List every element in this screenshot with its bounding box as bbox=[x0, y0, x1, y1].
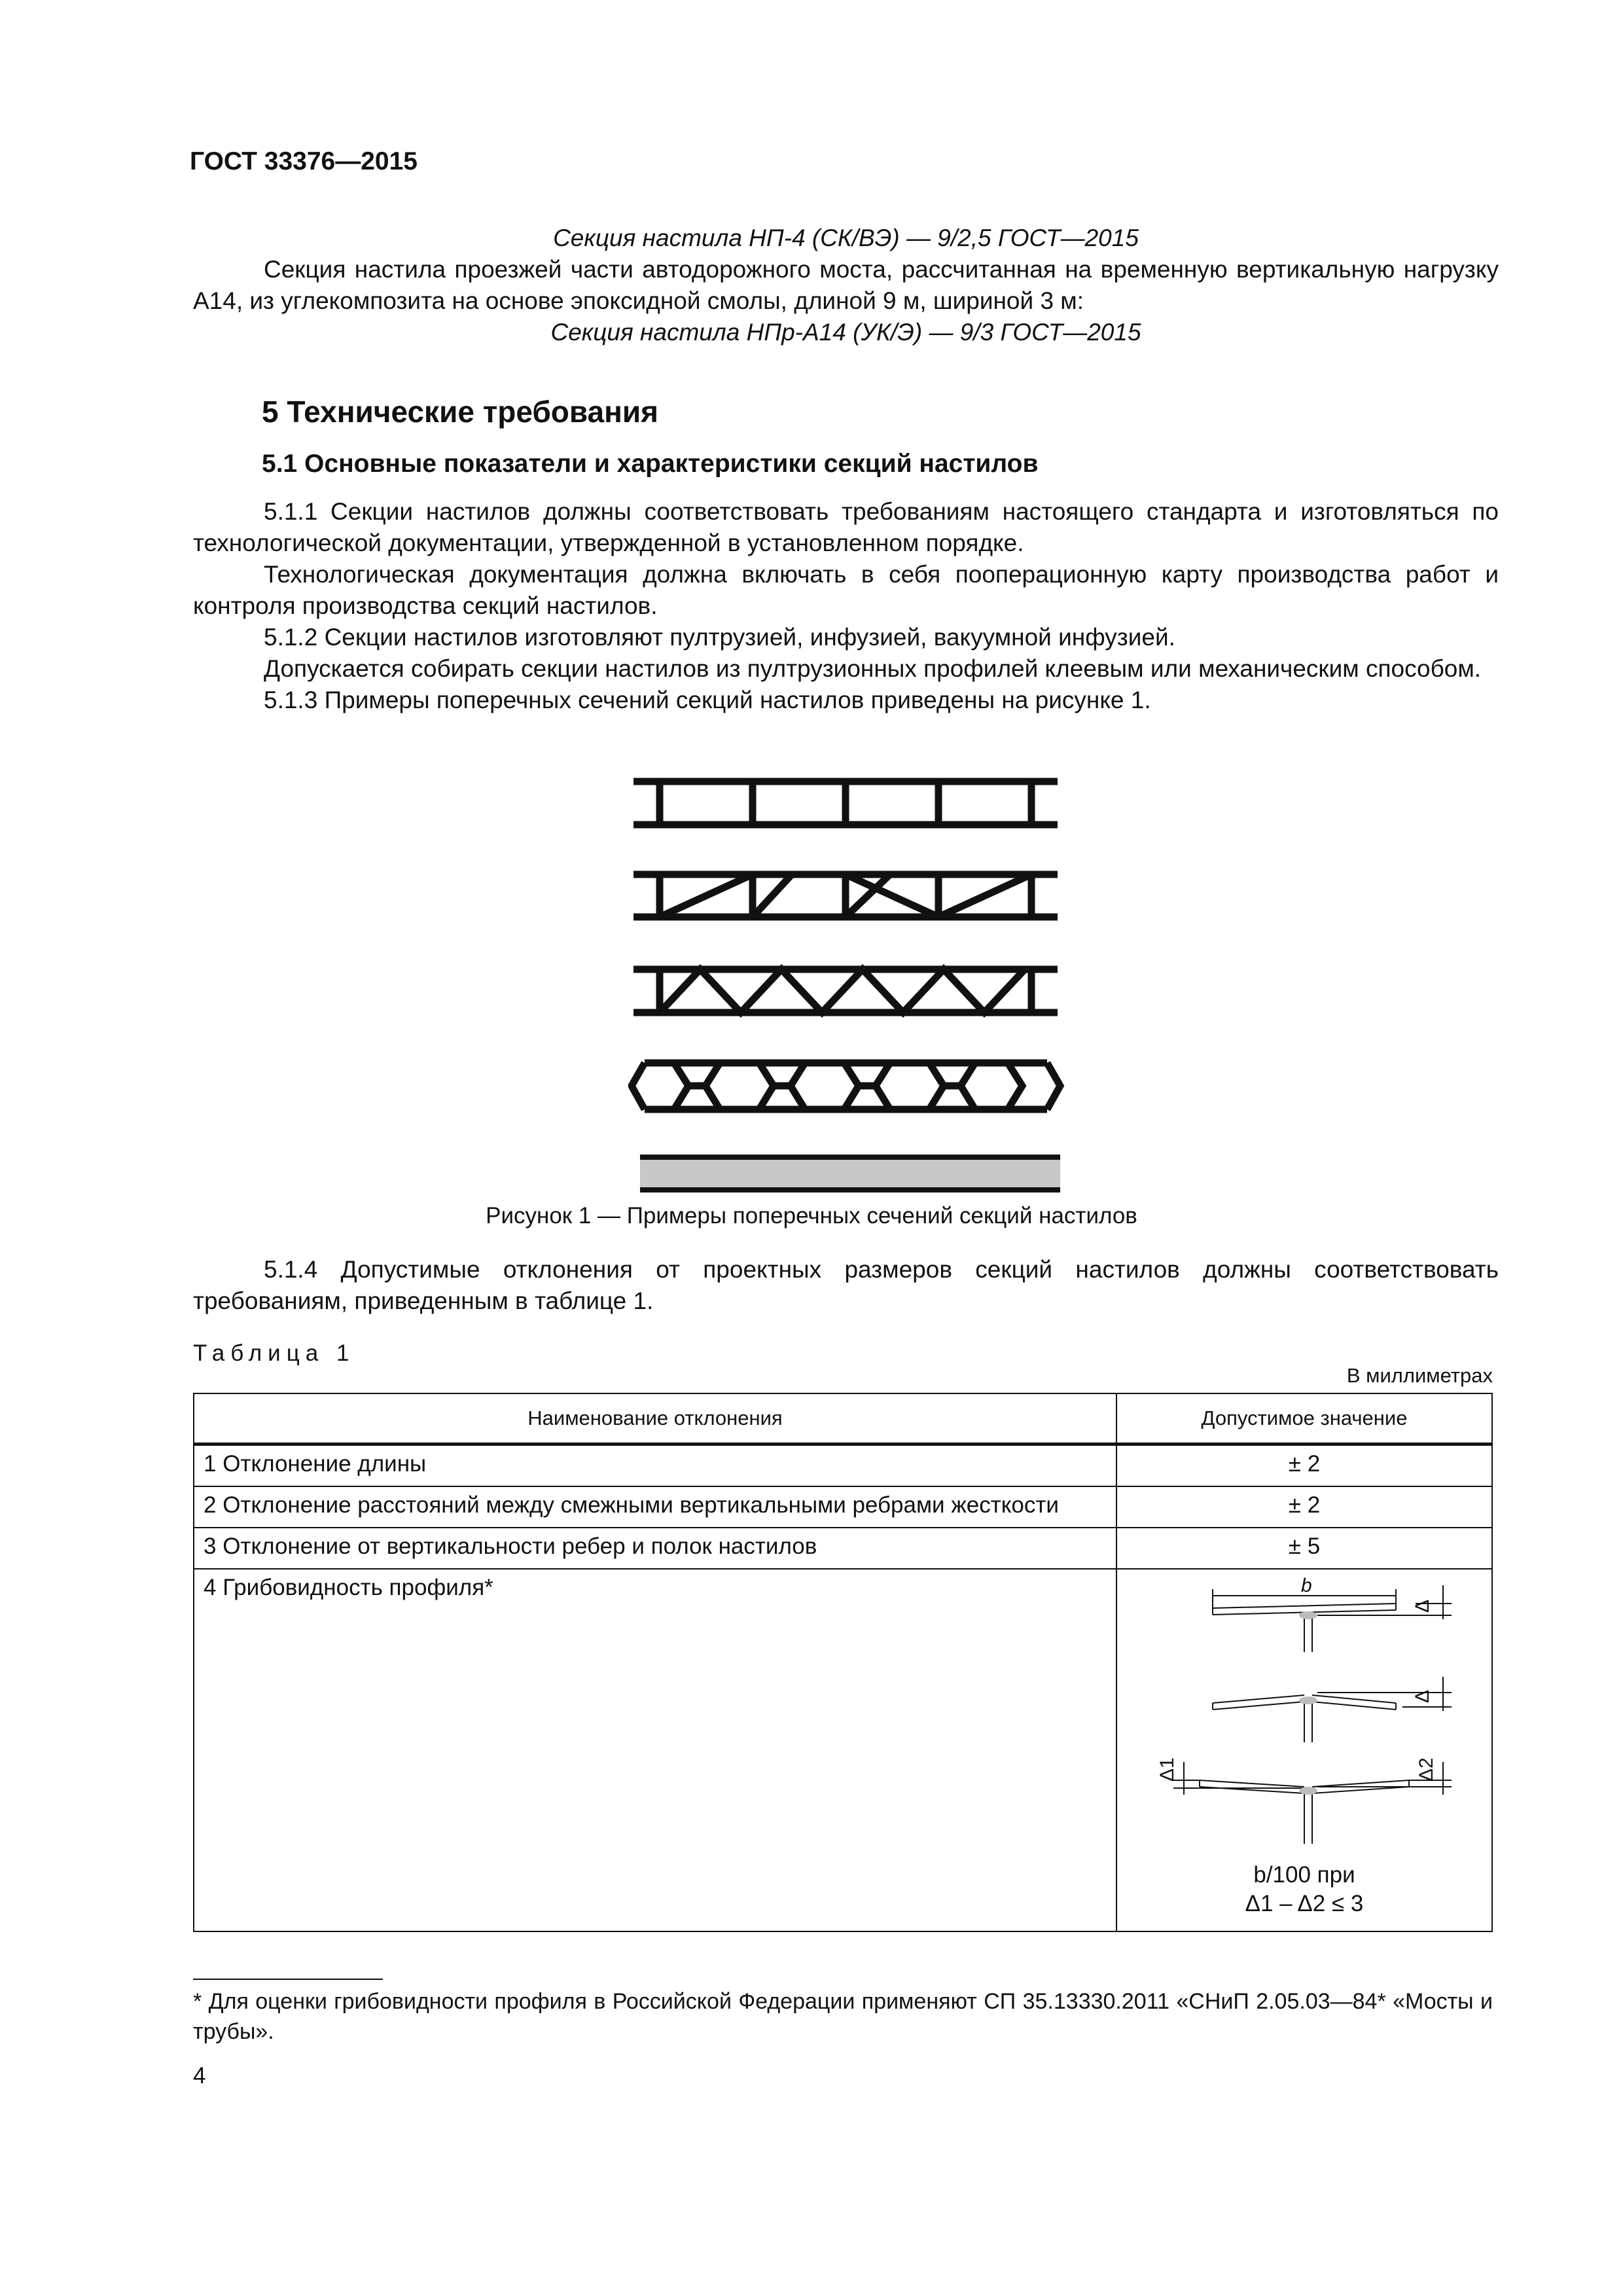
row-name: 1 Отклонение длины bbox=[194, 1444, 1116, 1487]
paragraph-5-1-1: 5.1.1 Секции настилов должны соответствовать требованиям настоящего стандарта и изготовляться по технологической документации, утвержденной в установленном порядке. bbox=[193, 498, 1499, 556]
profile-vertical-ribs bbox=[633, 781, 1058, 825]
mushroom-profile-diagram bbox=[1121, 1572, 1488, 1854]
header-name: Наименование отклонения bbox=[194, 1393, 1116, 1444]
row-name: 2 Отклонение расстояний между смежными вертикальными ребрами жесткости bbox=[194, 1486, 1116, 1528]
row-value-mushroom bbox=[1116, 1569, 1492, 1931]
section-5-1-body bbox=[193, 496, 1499, 716]
label-delta: Δ bbox=[1412, 1689, 1433, 1703]
table-row bbox=[194, 1486, 1492, 1528]
table-row bbox=[194, 1528, 1492, 1569]
row-value: ± 2 bbox=[1116, 1444, 1492, 1487]
footnote: * Для оценки грибовидности профиля в Российской Федерации применяют СП 35.13330.2011 «СНиП 2.05.03—84* «Мосты и трубы». bbox=[193, 1989, 1493, 2044]
value-line-2: Δ1 – Δ2 ≤ 3 bbox=[1245, 1891, 1364, 1916]
label-delta2: Δ2 bbox=[1416, 1757, 1437, 1782]
intro-paragraph: Секция настила проезжей части автодорожного моста, рассчитанная на временную вертикальную нагрузку А14, из углекомпозита на основе эпоксидной смолы, длиной 9 м, шириной 3 м: bbox=[193, 256, 1499, 314]
intro-block bbox=[193, 223, 1499, 348]
row-name: 3 Отклонение от вертикальности ребер и полок настилов bbox=[194, 1528, 1116, 1569]
value-line-1: b/100 при bbox=[1253, 1862, 1355, 1888]
table-row bbox=[194, 1569, 1492, 1931]
header-value: Допустимое значение bbox=[1116, 1393, 1492, 1444]
cross-sections-figure bbox=[628, 767, 1086, 1193]
row-value: ± 5 bbox=[1116, 1528, 1492, 1569]
row-value: ± 2 bbox=[1116, 1486, 1492, 1528]
row-name: 4 Грибовидность профиля* bbox=[194, 1569, 1116, 1931]
paragraph-5-1-4: 5.1.4 Допустимые отклонения от проектных размеров секций настилов должны соответствовать требованиям, приведенным в таблице 1. bbox=[193, 1256, 1499, 1314]
profile-solid-slab bbox=[640, 1157, 1060, 1193]
figure-caption: Рисунок 1 — Примеры поперечных сечений секций настилов bbox=[486, 1203, 1137, 1229]
section-title: 5 Технические требования bbox=[262, 395, 658, 429]
table-header-row bbox=[194, 1393, 1492, 1444]
table-units: В миллиметрах bbox=[1346, 1364, 1493, 1387]
table-row bbox=[194, 1444, 1492, 1487]
deviations-table bbox=[193, 1393, 1493, 1932]
profile-hexagonal-cells bbox=[632, 1063, 1060, 1109]
table-label: Таблица 1 bbox=[193, 1340, 355, 1366]
label-delta1: Δ1 bbox=[1156, 1757, 1178, 1782]
paragraph-techdoc: Технологическая документация должна включать в себя пооперационную карту производства работ и контроля производства секций настилов. bbox=[193, 561, 1499, 619]
subsection-title: 5.1 Основные показатели и характеристики секций настилов bbox=[262, 450, 1039, 478]
paragraph-5-1-3: 5.1.3 Примеры поперечных сечений секций настилов приведены на рисунке 1. bbox=[264, 687, 1151, 713]
designation-2: Секция настила НПр-А14 (УК/Э) — 9/3 ГОСТ—2015 bbox=[550, 319, 1141, 346]
profile-diagonal-ribs bbox=[633, 874, 1058, 917]
designation-1: Секция настила НП-4 (СК/ВЭ) — 9/2,5 ГОСТ—2015 bbox=[553, 224, 1139, 251]
footnote-separator bbox=[193, 1979, 383, 1980]
paragraph-assembly: Допускается собирать секции настилов из пултрузионных профилей клеевым или механическим способом. bbox=[264, 655, 1482, 682]
label-b: b bbox=[1301, 1575, 1312, 1596]
profile-triangular-truss bbox=[633, 969, 1058, 1013]
label-delta: Δ bbox=[1412, 1599, 1433, 1613]
paragraph-5-1-4-block bbox=[193, 1254, 1499, 1317]
paragraph-5-1-2: 5.1.2 Секции настилов изготовляют пултрузией, инфузией, вакуумной инфузией. bbox=[264, 624, 1175, 651]
page-number: 4 bbox=[193, 2063, 206, 2089]
document-id: ГОСТ 33376—2015 bbox=[190, 147, 418, 175]
